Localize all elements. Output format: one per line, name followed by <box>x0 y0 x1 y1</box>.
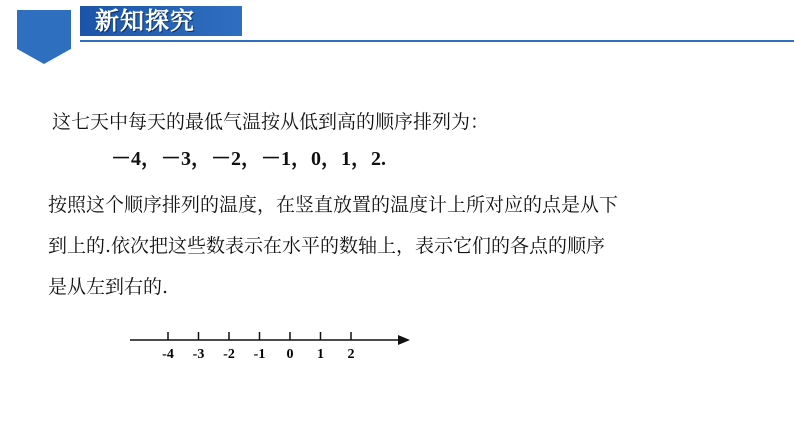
tick-label: 1 <box>317 347 324 362</box>
number-line-arrow-icon <box>398 335 410 345</box>
tick-label: 2 <box>347 347 355 362</box>
tick-label: 0 <box>286 347 294 362</box>
number-line-ticks <box>162 332 354 362</box>
text-line-5: 是从左到右的. <box>48 276 169 298</box>
tick-label: -3 <box>192 347 205 362</box>
ordered-values: －4，－3，－2，－1，0，1，2. <box>111 148 386 170</box>
tick-label: -4 <box>162 347 174 362</box>
text-line-1: 这七天中每天的最低气温按从低到高的顺序排列为： <box>52 111 490 133</box>
text-line-3: 按照这个顺序排列的温度，在竖直放置的温度计上所对应的点是从下 <box>48 194 619 216</box>
text-line-4: 到上的.依次把这些数表示在水平的数轴上，表示它们的各点的顺序 <box>48 235 606 257</box>
tick-label: -1 <box>253 347 266 362</box>
section-title: 新知探究 <box>95 7 195 35</box>
tick-label: -2 <box>223 347 235 362</box>
